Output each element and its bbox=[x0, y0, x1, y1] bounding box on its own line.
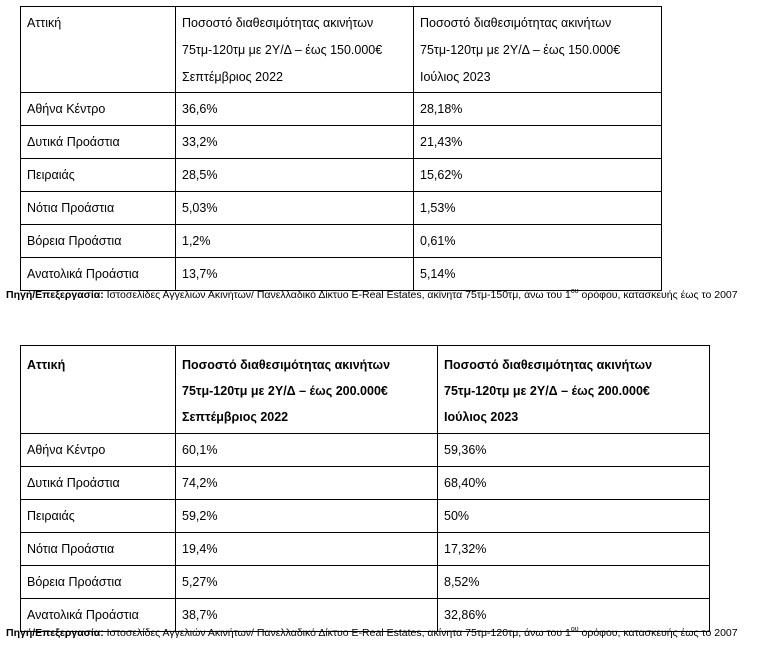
cell-value: 5,03% bbox=[176, 192, 414, 225]
cell-value: 32,86% bbox=[438, 599, 710, 632]
header-line: Ιούλιος 2023 bbox=[420, 70, 491, 84]
cell-value: 19,4% bbox=[176, 533, 438, 566]
cell-value: 1,2% bbox=[176, 225, 414, 258]
cell-region: Αθήνα Κέντρο bbox=[21, 434, 176, 467]
cell-value: 1,53% bbox=[414, 192, 662, 225]
header-line: Ποσοστό διαθεσιμότητας ακινήτων bbox=[182, 16, 374, 30]
header-line: Σεπτέμβριος 2022 bbox=[182, 70, 283, 84]
header-col-sep-2022 bbox=[176, 346, 438, 434]
cell-value: 5,27% bbox=[176, 566, 438, 599]
cell-value: 0,61% bbox=[414, 225, 662, 258]
source-note bbox=[6, 289, 738, 301]
cell-region: Αθήνα Κέντρο bbox=[21, 93, 176, 126]
source-label: Πηγή/Επεξεργασία: bbox=[6, 289, 104, 301]
table-row bbox=[21, 500, 710, 533]
table-row bbox=[21, 434, 710, 467]
cell-region: Δυτικά Προάστια bbox=[21, 126, 176, 159]
cell-region: Δυτικά Προάστια bbox=[21, 467, 176, 500]
source-superscript: ου bbox=[570, 626, 579, 633]
cell-region: Βόρεια Προάστια bbox=[21, 566, 176, 599]
availability-table-200k bbox=[20, 345, 710, 632]
source-superscript: ου bbox=[570, 288, 579, 295]
header-line: 75τμ-120τμ με 2Υ/Δ – έως 200.000€ bbox=[444, 384, 650, 398]
cell-region: Νότια Προάστια bbox=[21, 533, 176, 566]
table-row bbox=[21, 192, 662, 225]
header-col-jul-2023 bbox=[438, 346, 710, 434]
table-row bbox=[21, 159, 662, 192]
header-col-sep-2022 bbox=[176, 7, 414, 93]
header-line: Ποσοστό διαθεσιμότητας ακινήτων bbox=[444, 358, 653, 372]
availability-table-150k bbox=[20, 6, 662, 291]
cell-region: Βόρεια Προάστια bbox=[21, 225, 176, 258]
header-region: Αττική bbox=[21, 7, 176, 93]
header-line: 75τμ-120τμ με 2Υ/Δ – έως 150.000€ bbox=[182, 43, 383, 57]
cell-value: 38,7% bbox=[176, 599, 438, 632]
cell-value: 8,52% bbox=[438, 566, 710, 599]
table-row bbox=[21, 225, 662, 258]
cell-value: 68,40% bbox=[438, 467, 710, 500]
header-line: Ποσοστό διαθεσιμότητας ακινήτων bbox=[420, 16, 612, 30]
table-header-row bbox=[21, 7, 662, 93]
cell-region: Πειραιάς bbox=[21, 500, 176, 533]
table-header-row bbox=[21, 346, 710, 434]
source-text: Ιστοσελίδες Αγγελιών Ακινήτων/ Πανελλαδικό Δίκτυο E-Real Estates, ακίνητα 75τμ-150τμ, άνω του 1 bbox=[103, 289, 571, 301]
table-row bbox=[21, 93, 662, 126]
header-region: Αττική bbox=[21, 346, 176, 434]
table-row bbox=[21, 467, 710, 500]
header-line: 75τμ-120τμ με 2Υ/Δ – έως 150.000€ bbox=[420, 43, 621, 57]
cell-value: 74,2% bbox=[176, 467, 438, 500]
cell-value: 28,18% bbox=[414, 93, 662, 126]
source-text-end: ορόφου, κατασκευής έως το 2007 bbox=[578, 627, 738, 639]
cell-region: Νότια Προάστια bbox=[21, 192, 176, 225]
header-line: Ιούλιος 2023 bbox=[444, 410, 519, 424]
cell-value: 50% bbox=[438, 500, 710, 533]
cell-region: Ανατολικά Προάστια bbox=[21, 258, 176, 291]
cell-value: 59,2% bbox=[176, 500, 438, 533]
source-label: Πηγή/Επεξεργασία: bbox=[6, 627, 104, 639]
table-row bbox=[21, 258, 662, 291]
table-row bbox=[21, 566, 710, 599]
cell-value: 36,6% bbox=[176, 93, 414, 126]
table-row bbox=[21, 126, 662, 159]
cell-value: 28,5% bbox=[176, 159, 414, 192]
source-text: Ιστοσελίδες Αγγελιών Ακινήτων/ Πανελλαδικό Δίκτυο E-Real Estates, ακίνητα 75τμ-120τμ, άνω του 1 bbox=[103, 627, 571, 639]
cell-region: Ανατολικά Προάστια bbox=[21, 599, 176, 632]
cell-value: 33,2% bbox=[176, 126, 414, 159]
header-line: Σεπτέμβριος 2022 bbox=[182, 410, 289, 424]
cell-value: 5,14% bbox=[414, 258, 662, 291]
header-line: Ποσοστό διαθεσιμότητας ακινήτων bbox=[182, 358, 391, 372]
cell-value: 13,7% bbox=[176, 258, 414, 291]
cell-region: Πειραιάς bbox=[21, 159, 176, 192]
cell-value: 15,62% bbox=[414, 159, 662, 192]
header-line: 75τμ-120τμ με 2Υ/Δ – έως 200.000€ bbox=[182, 384, 388, 398]
cell-value: 59,36% bbox=[438, 434, 710, 467]
cell-value: 60,1% bbox=[176, 434, 438, 467]
cell-value: 17,32% bbox=[438, 533, 710, 566]
cell-value: 21,43% bbox=[414, 126, 662, 159]
header-col-jul-2023 bbox=[414, 7, 662, 93]
table-row bbox=[21, 533, 710, 566]
source-note bbox=[6, 627, 738, 639]
source-text-end: ορόφου, κατασκευής έως το 2007 bbox=[578, 289, 738, 301]
